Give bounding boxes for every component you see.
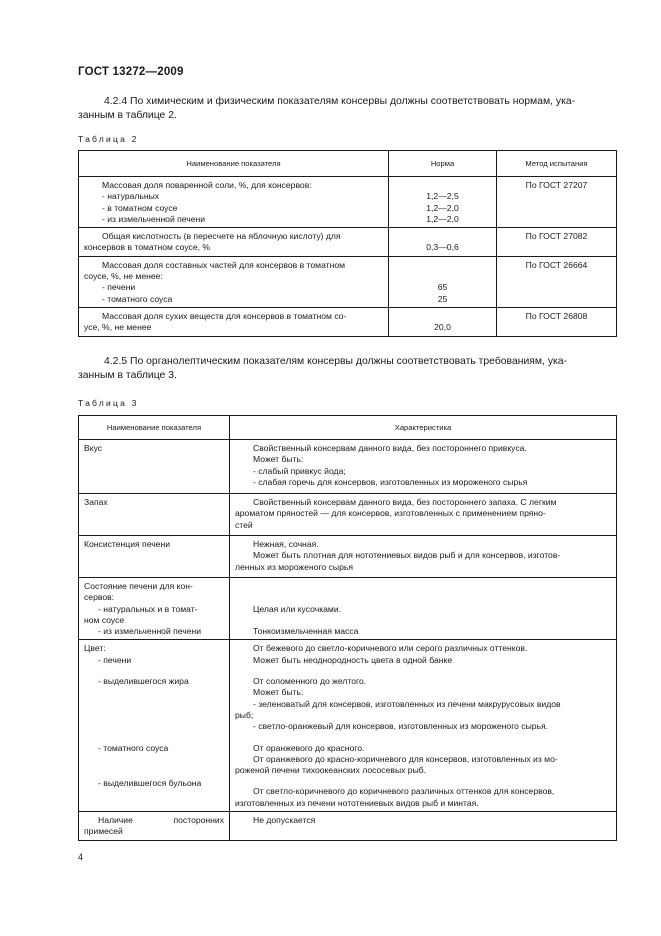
table2-cell-name: Общая кислотность (в пересчете на яблочную кислоту) для консервов в томатном соусе, % [79,228,389,257]
table-row [79,228,617,257]
table3-cell-state-name: Состояние печени для кон- сервов: - натуральных и в томат- ном соусе - из измельченной печени [79,578,230,640]
table3 [78,415,617,841]
table3-cell-impurities: Не допускается [230,812,617,841]
table3-header-row [79,416,617,440]
table3-caption: Таблица 3 [78,398,139,408]
table2 [78,150,617,337]
table-row [79,256,617,307]
table2-cell-name: Массовая доля составных частей для консервов в томатном соусе, %, не менее: - печени - томатного соуса [79,256,389,307]
table2-header-name: Наименование показателя [79,151,389,177]
table3-cell-taste-name: Вкус [79,440,230,494]
table-row [79,640,617,812]
table3-cell-consistency: Нежная, сочная. Может быть плотная для нототениевых видов рыб и для консервов, изготов- ленных из мороженого сырья [230,536,617,578]
table2-cell-method: По ГОСТ 26808 [497,307,617,336]
table3-cell-smell: Свойственный консервам данного вида, без постороннего запаха. С легким ароматом пряностей — для консервов, изготовленных с применением пряно- стей [230,494,617,536]
table3-cell-color: От бежевого до светло-коричневого или серого различных оттенков. Может быть неоднородность цвета в одной банке От соломенного до желтого. Может быть: - зеленоватый для консервов, изготовленных из печени макрурусовых видов рыб; - светло-оранжевый для консервов, изготовленных из мороженого сырья. От оранжевого до красного. От оранжевого до красно-коричневого для консервов, изготовленных из мо- роженой печени тихоокеанских лососевых рыб. От светло-коричневого до коричневого различных оттенков для консервов, изготовленных из печени нототениевых видов рыб и минтая. [230,640,617,812]
table3-cell-state: Целая или кусочками. Тонкоизмельченная масса [230,578,617,640]
table2-cell-norm: 20,0 [389,307,497,336]
table-row [79,812,617,841]
table-row [79,440,617,494]
table3-cell-color-name: Цвет: - печени - выделившегося жира - томатного соуса - выделившегося бульона [79,640,230,812]
table3-header-name: Наименование показателя [79,416,230,440]
table2-cell-norm: 1,2—2,5 1,2—2,0 1,2—2,0 [389,177,497,228]
table2-cell-method: По ГОСТ 26664 [497,256,617,307]
table2-cell-method: По ГОСТ 27207 [497,177,617,228]
table3-cell-taste: Свойственный консервам данного вида, без постороннего привкуса. Может быть: - слабый привкус йода; - слабая горечь для консервов, изготовленных из мороженого сырья [230,440,617,494]
document-header: ГОСТ 13272—2009 [78,66,184,78]
table2-cell-name: Массовая доля сухих веществ для консервов в томатном со- усе, %, не менее [79,307,389,336]
paragraph-4-2-5 [78,355,616,383]
table2-cell-method: По ГОСТ 27082 [497,228,617,257]
table3-cell-consistency-name: Консистенция печени [79,536,230,578]
table2-cell-norm: 65 25 [389,256,497,307]
table3-cell-smell-name: Запах [79,494,230,536]
table2-header-method: Метод испытания [497,151,617,177]
paragraph-4-2-4-line2: занным в таблице 2. [78,110,177,121]
table-row [79,307,617,336]
table-row [79,536,617,578]
page-number: 4 [78,852,84,862]
table-row [79,578,617,640]
table2-header-norm: Норма [389,151,497,177]
paragraph-4-2-4-line1: 4.2.4 По химическим и физическим показателям консервы должны соответствовать нормам, ука- [104,96,576,107]
table3-cell-impurities-name: Наличие посторонних примесей [79,812,230,841]
paragraph-4-2-5-line2: занным в таблице 3. [78,370,177,381]
table-row [79,177,617,228]
paragraph-4-2-4 [78,95,616,123]
table2-caption: Таблица 2 [78,134,139,144]
paragraph-4-2-5-line1: 4.2.5 По органолептическим показателям консервы должны соответствовать требованиям, ука- [104,356,568,367]
table2-header-row [79,151,617,177]
table-row [79,494,617,536]
table2-cell-norm: 0,3—0,6 [389,228,497,257]
table3-header-characteristic: Характеристика [230,416,617,440]
table2-cell-name: Массовая доля поваренной соли, %, для консервов: - натуральных - в томатном соусе - из измельченной печени [79,177,389,228]
